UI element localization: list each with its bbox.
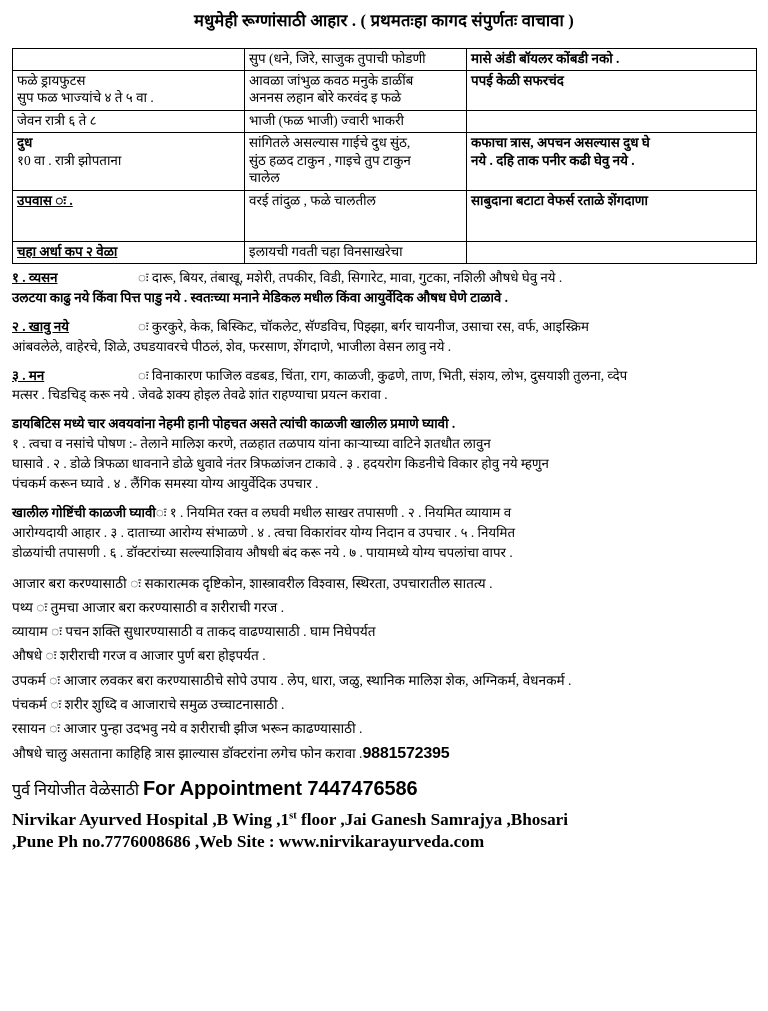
guideline-khavu xyxy=(12,318,756,338)
hospital-address xyxy=(12,809,756,853)
address-line-1-post: floor ,Jai Ganesh Samrajya ,Bhosari xyxy=(296,809,569,829)
care-line-3: पंचकर्म करून घ्यावे . ४ . लैंगिक समस्या योग्य आयुर्वेदिक उपचार . xyxy=(12,475,319,491)
table-row xyxy=(13,48,757,70)
care-line-2: घासावे . २ . डोळे त्रिफळा धावनाने डोळे धुवावे नंतर त्रिफळांजन टाकावे . ३ . हदयरोग किडनीचे विकार होवु नये म्हणुन xyxy=(12,456,549,471)
guideline-vyasan xyxy=(12,269,756,289)
diabetes-heading: डायबिटिस मध्ये चार अवयवांना नेहमी हानी पोहचत असते त्यांची काळजी खालील प्रमाणे घ्यावी . xyxy=(12,416,456,432)
treatment-line: आजार बरा करण्यासाठी ः सकारात्मक दृष्टिकोन, शास्त्रावरील विश्वास, स्थिरता, उपचारातील सातत्य . xyxy=(12,576,493,592)
care-line-1: १ . त्वचा व नसांचे पोषण :- तेलाने मालिश करणे, तळहात तळपाय यांना काऱ्याच्या वाटिने शतधौत लावुन xyxy=(12,436,491,452)
treatment-line: उपकर्म ः आजार लवकर बरा करण्यासाठीचे सोपे उपाय . लेप, धारा, जळु, स्थानिक मालिश शेक, अग्निकर्म, वेधनकर्म . xyxy=(12,672,572,688)
cell-recommended: भाजी (फळ भाजी) ज्वारी भाकरी xyxy=(245,110,467,132)
appointment-line xyxy=(12,778,756,801)
khalil-line-2: आरोग्यदायी आहार . ३ . दाताच्या आरोग्य संभाळणे . ४ . त्वचा विकारांवर योग्य निदान व उपचार . ५ . नियमित xyxy=(12,524,516,540)
table-row xyxy=(13,133,757,190)
khalil-text-1: ः १ . नियमित रक्त व लघवी मधील साखर तपासणी . २ . नियमित व्यायाम व xyxy=(155,504,512,520)
khalil-line-3: डोळयांची तपासणी . ६ . डॉक्टरांच्या सल्ल्याशिवाय औषधी बंद करू नये . ७ . पायामध्ये योग्य चपलांचा वापर . xyxy=(12,544,513,560)
table-row xyxy=(13,190,757,241)
vyasan-label: १ . व्यसन xyxy=(12,270,58,285)
cell-meal-time xyxy=(13,48,245,70)
vyasan-line-2: उलटया काढु नये किंवा पित्त पाडु नये . स्वतःच्या मनाने मेडिकल मधील किंवा आयुर्वेदिक औषध घेणे टाळावे . xyxy=(12,289,508,305)
cell-recommended: सांगितले असल्यास गाईचे दुध सुंठ, सुंठ हळद टाकुन , गाइचे तुप टाकुन चालेल xyxy=(245,133,467,190)
address-ordinal-suffix: st xyxy=(289,809,297,821)
emergency-phone: 9881572395 xyxy=(362,744,450,762)
khalil-line-1 xyxy=(12,504,756,524)
cell-avoid: पपई केळी सफरचंद xyxy=(467,71,757,111)
treatment-line: व्यायाम ः पचन शक्ति सुधारण्यासाठी व ताकद वाढण्यासाठी . घाम निघेपर्यत xyxy=(12,624,376,640)
cell-meal-time: उपवास ः . xyxy=(13,190,245,241)
appointment-marathi: पुर्व नियोजीत वेळेसाठी xyxy=(12,781,140,799)
treatment-line: औषधे ः शरीराची गरज व आजार पुर्ण बरा होइपर्यत . xyxy=(12,648,266,664)
cell-meal-time: चहा अर्धा कप २ वेळा xyxy=(13,241,245,263)
guidelines-section xyxy=(12,269,756,563)
cell-meal-time: जेवन रात्री ६ ते ८ xyxy=(13,110,245,132)
cell-avoid xyxy=(467,110,757,132)
emergency-contact-line xyxy=(12,743,756,765)
khavu-label: २ . खावु नये xyxy=(12,318,70,334)
address-line-2: ,Pune Ph no.7776008686 ,Web Site : www.nirvikarayurveda.com xyxy=(12,831,485,851)
vyasan-text: ः दारू, बियर, तंबाखू, मशेरी, तपकीर, विडी, सिगारेट, मावा, गुटका, नशिली औषधे घेवु नये . xyxy=(138,270,563,285)
cell-recommended: सुप (धने, जिरे, साजुक तुपाची फोडणी xyxy=(245,48,467,70)
khalil-label: खालील गोष्टिंची काळजी घ्यावी xyxy=(12,504,156,520)
table-row xyxy=(13,241,757,263)
cell-avoid: साबुदाना बटाटा वेफर्स रताळे शेंगदाणा xyxy=(467,190,757,241)
address-line-1-pre: Nirvikar Ayurved Hospital ,B Wing ,1 xyxy=(12,809,290,829)
treatment-line: पथ्य ः तुमचा आजार बरा करण्यासाठी व शरीराची गरज . xyxy=(12,600,285,616)
cell-avoid xyxy=(467,241,757,263)
cell-avoid: कफाचा त्रास, अपचन असल्यास दुध घे नये . दहि ताक पनीर कढी घेवु नये . xyxy=(467,133,757,190)
cell-meal-time: दुध १0 वा . रात्री झोपताना xyxy=(13,133,245,190)
page-title: मधुमेही रूग्णांसाठी आहार . ( प्रथमतःहा कागद संपुर्णतः वाचावा ) xyxy=(194,11,574,30)
khavu-line-2: आंबवलेले, वाहेरचे, शिळे, उघडयावरचे पीठलं, शेव, फरसाण, शेंगदाणे, भाजीला वेसन लावु नये . xyxy=(12,338,452,354)
treatment-section xyxy=(12,574,756,852)
table-row xyxy=(13,71,757,111)
cell-recommended: इलायची गवती चहा विनसाखरेचा xyxy=(245,241,467,263)
appointment-english: For Appointment 7447476586 xyxy=(143,777,418,800)
man-text: ः विनाकारण फाजिल वडबड, चिंता, राग, काळजी, कुढणे, ताण, भिती, संशय, लोभ, दुसयाशी तुलना, व्देप xyxy=(138,367,628,383)
treatment-line: रसायन ः आजार पुन्हा उदभवु नये व शरीराची झीज भरून काढण्यासाठी . xyxy=(12,720,363,736)
emergency-text: औषधे चालु असताना काहिहि त्रास झाल्यास डॉक्टरांना लगेच फोन करावा . xyxy=(12,745,363,761)
cell-avoid: मासे अंडी बॉयलर कोंबडी नको . xyxy=(467,48,757,70)
cell-recommended: वरई तांदुळ , फळे चालतील xyxy=(245,190,467,241)
cell-meal-time: फळे ड्रायफुटस सुप फळ भाज्यांचे ४ ते ५ वा . xyxy=(13,71,245,111)
cell-recommended: आवळा जांभुळ कवठ मनुके डाळींब अननस लहान बोरे करवंद इ फळे xyxy=(245,71,467,111)
guideline-man xyxy=(12,367,756,387)
man-label: ३ . मन xyxy=(12,367,45,383)
address-line-1 xyxy=(12,809,756,831)
khavu-text: ः कुरकुरे, केक, बिस्किट, चॉकलेट, सॅण्डविच, पिझ्झा, बर्गर चायनीज, उसाचा रस, वर्फ, आइस्क्रिम xyxy=(138,318,589,334)
treatment-line: पंचकर्म ः शरीर शुध्दि व आजाराचे समुळ उच्चाटनासाठी . xyxy=(12,696,285,712)
diet-table xyxy=(12,48,757,264)
man-line-2: मत्सर . चिडचिड् करू नये . जेवढे शक्य होइल तेवढे शांत राहण्याचा प्रयत्न करावा . xyxy=(12,387,388,403)
table-row xyxy=(13,110,757,132)
